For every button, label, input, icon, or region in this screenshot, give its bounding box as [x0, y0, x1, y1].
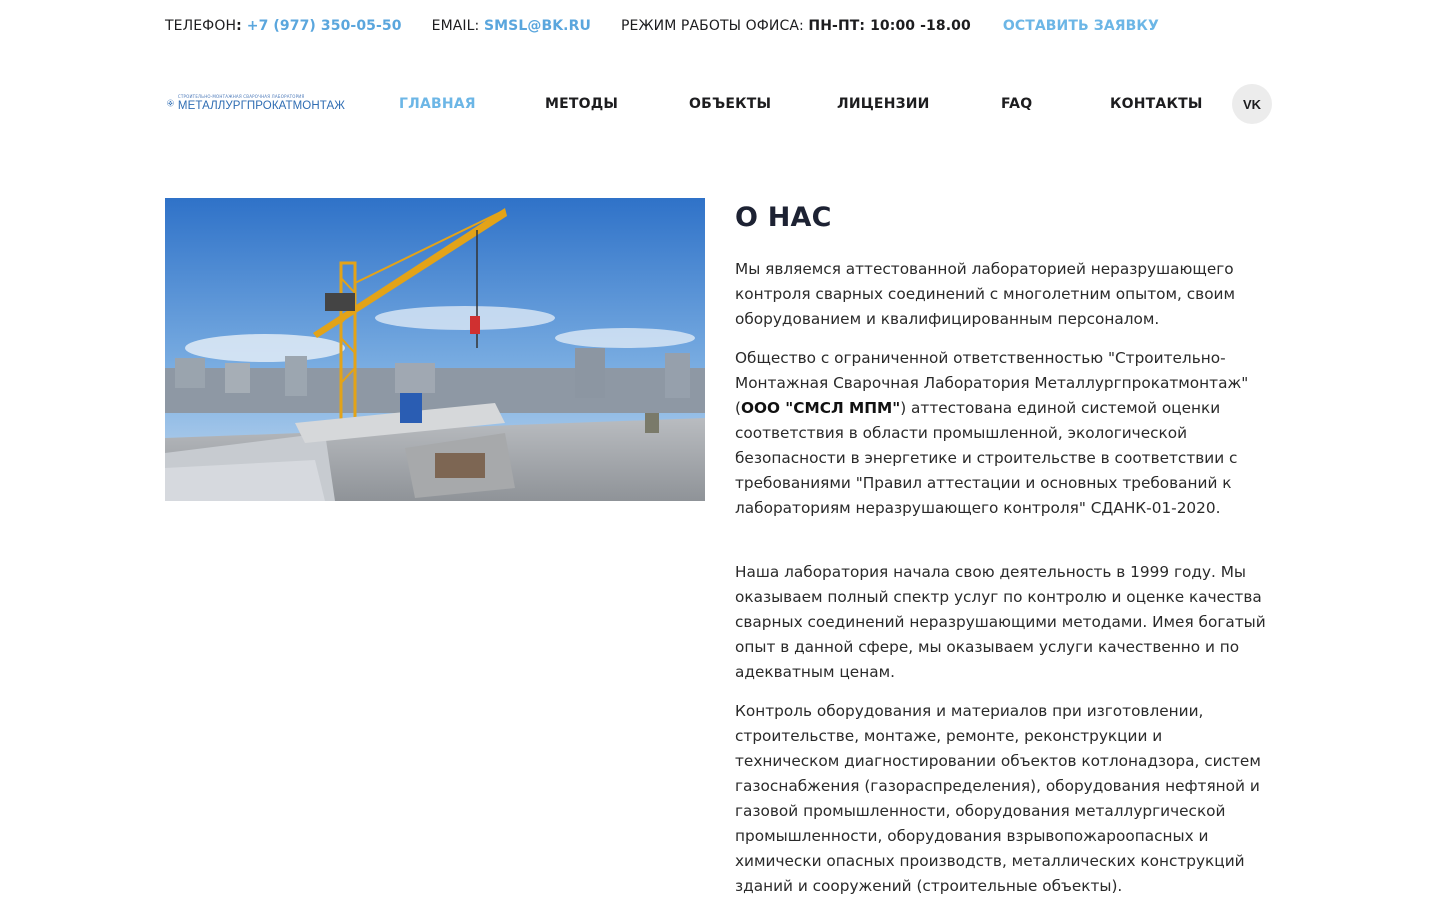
phone-info: ТЕЛЕФОН: +7 (977) 350-05-50 — [165, 18, 402, 34]
company-short-name: ООО "СМСЛ МПМ" — [740, 399, 901, 417]
nav-item-licenses[interactable]: ЛИЦЕНЗИИ — [837, 96, 930, 112]
main-navigation — [165, 84, 1272, 125]
nav-item-objects[interactable]: ОБЪЕКТЫ — [689, 96, 772, 112]
site-logo[interactable] — [167, 87, 345, 119]
hours-value: ПН-ПТ: 10:00 -18.00 — [808, 18, 971, 34]
office-hours — [621, 18, 971, 34]
nav-item-contacts[interactable]: КОНТАКТЫ — [1110, 96, 1203, 112]
about-paragraph-intro: Мы являемся аттестованной лабораторией неразрушающего контроля сварных соединений с многолетним опытом, своим оборудованием и квалифицированным персоналом. — [735, 260, 1236, 328]
email-label: EMAIL: — [431, 18, 480, 34]
about-title: О НАС — [735, 202, 832, 233]
nav-item-methods[interactable]: МЕТОДЫ — [545, 96, 619, 112]
hours-label: РЕЖИМ РАБОТЫ ОФИСА: — [620, 18, 804, 34]
vk-icon: VK — [1242, 96, 1262, 112]
about-paragraph-history: Наша лаборатория начала свою деятельность в 1999 году. Мы оказываем полный спектр услуг по контролю и оценке качества сварных соединений неразрушающими методами. Имея богатый опыт в данной сфере, мы оказываем услуги качественно и по адекватным ценам. — [735, 563, 1266, 681]
email-info — [432, 18, 591, 34]
crane-rooftop-image — [165, 198, 705, 501]
about-section — [735, 198, 1270, 895]
contact-bar — [165, 16, 1159, 36]
phone-label: ТЕЛЕФОН — [165, 18, 237, 34]
nav-item-faq[interactable]: FAQ — [1001, 96, 1033, 112]
email-link[interactable]: SMSL@BK.RU — [483, 18, 591, 34]
leave-request-link[interactable]: ОСТАВИТЬ ЗАЯВКУ — [1002, 18, 1159, 34]
nav-item-home[interactable]: ГЛАВНАЯ — [399, 96, 476, 112]
vk-button[interactable] — [1232, 84, 1272, 124]
logo-title: МЕТАЛЛУРГПРОКАТМОНТАЖ — [177, 99, 345, 112]
construction-site-photo — [165, 198, 705, 501]
logo-emblem-icon — [167, 89, 174, 117]
phone-link[interactable]: +7 (977) 350-05-50 — [246, 18, 402, 34]
about-paragraph-company: Общество с ограниченной ответственностью "Строительно-Монтажная Сварочная Лаборатория Металлургпрокатмонтаж" (ООО "СМСЛ МПМ") аттестована единой системой оценки соответствия в области промышленной, экологической безопасности в энергетике и строительстве в соответствии с требованиями "Правил аттестации и основных требований к лабораториям неразрушающего контроля" СДАНК-01-2020. — [735, 349, 1249, 517]
about-paragraph-services: Контроль оборудования и материалов при изготовлении, строительстве, монтаже, ремонте, реконструкции и техническом диагностировании объектов котлонадзора, систем газоснабжения (газораспределения), оборудования нефтяной и газовой промышленности, оборудования металлургической промышленности, оборудования взрывопожароопасных и химически опасных производств, металлических конструкций зданий и сооружений (строительные объекты). — [735, 702, 1261, 895]
logo-subtitle: СТРОИТЕЛЬНО-МОНТАЖНАЯ СВАРОЧНАЯ ЛАБОРАТОРИЯ — [177, 93, 305, 99]
